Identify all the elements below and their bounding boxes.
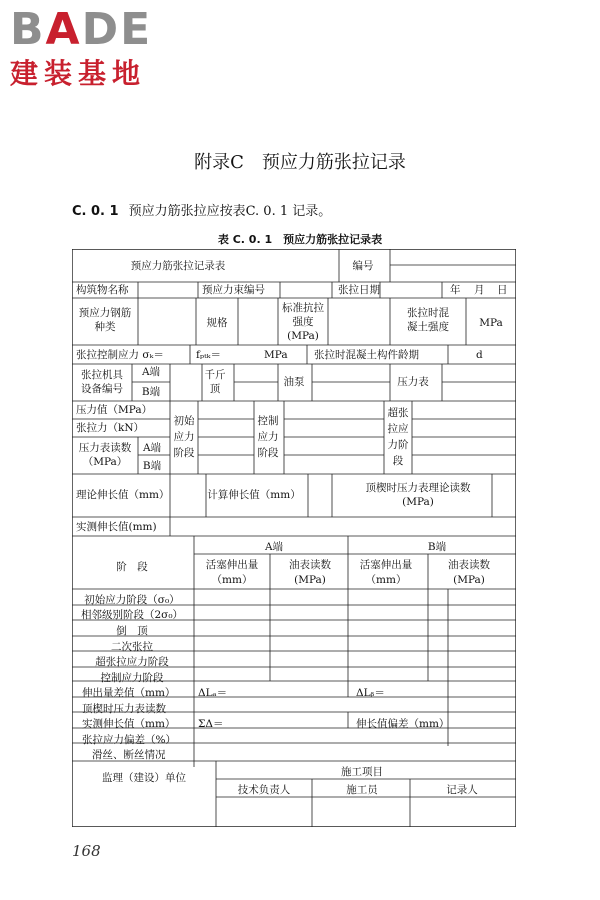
logo-wordmark: BADE — [10, 4, 153, 55]
jack-1: 千斤 — [204, 369, 226, 381]
stage-row-2: 相邻级别阶段（2σ₀） — [80, 609, 184, 621]
delta-lb: ΔLᵦ＝ — [356, 687, 385, 699]
theory-elong-label: 理论伸长值（mm） — [76, 489, 170, 501]
stage-header: 阶 段 — [116, 561, 148, 573]
date-year: 年 — [450, 284, 461, 296]
std-strength-1: 标准抗拉 — [282, 302, 324, 314]
b-piston-2: （mm） — [365, 574, 407, 586]
over-stage-1: 超张 — [387, 407, 409, 419]
project-label: 施工项目 — [341, 766, 383, 778]
calc-elong-label: 计算伸长值（mm） — [207, 489, 301, 501]
brand-logo — [10, 6, 180, 90]
fptk-label: fₚₜₖ＝ — [196, 349, 222, 361]
over-stage-2: 拉应 — [387, 423, 409, 435]
tendon-type-2: 种类 — [94, 321, 116, 333]
measured-elong2-label: 实测伸长值（mm） — [82, 718, 176, 730]
tech-lead-label: 技术负责人 — [237, 784, 291, 796]
date-month: 月 — [474, 284, 485, 296]
a-oil-1: 油表读数 — [289, 559, 331, 571]
stage-row-3: 倒 顶 — [116, 625, 148, 637]
delta-la: ΔLₐ＝ — [198, 687, 228, 699]
b-oil-1: 油表读数 — [448, 559, 490, 571]
pressure-value-label: 压力值（MPa） — [76, 404, 153, 416]
sum-delta: ΣΔ＝ — [198, 718, 224, 730]
mpa-unit: MPa — [479, 317, 503, 329]
concrete-age-label: 张拉时混凝土构件龄期 — [314, 349, 419, 361]
wedge-reading-2: (MPa) — [402, 496, 434, 508]
initial-stage-1: 初始 — [173, 415, 195, 427]
initial-stage-2: 应力 — [173, 431, 195, 443]
measured-elong-label: 实测伸长值(mm) — [76, 521, 157, 533]
oil-pump-label: 油泵 — [283, 376, 305, 388]
gauge-label: 压力表 — [397, 376, 429, 388]
tension-record-table — [72, 249, 516, 827]
clause-text: 预应力筋张拉应按表C. 0. 1 记录。 — [128, 204, 332, 219]
days-unit: d — [476, 349, 483, 361]
over-stage-3: 力阶 — [387, 439, 409, 451]
mpa-unit-2: MPa — [264, 349, 288, 361]
elong-dev-label: 伸长值偏差（mm） — [356, 718, 450, 730]
table-caption: 表 C. 0. 1 预应力筋张拉记录表 — [217, 233, 383, 246]
broken-wire-label: 滑丝、断丝情况 — [92, 749, 166, 761]
supervision-label: 监理（建设）单位 — [102, 772, 186, 784]
date-day: 日 — [497, 284, 508, 296]
equip-end-b: B端 — [141, 386, 161, 398]
tension-date-label: 张拉日期 — [338, 284, 380, 296]
structure-name-label: 构筑物名称 — [76, 284, 129, 296]
equip-end-a: A端 — [141, 366, 161, 378]
control-stage-1: 控制 — [257, 415, 279, 427]
a-piston-1: 活塞伸出量 — [205, 559, 259, 571]
concrete-strength-2: 凝土强度 — [407, 321, 449, 333]
stage-row-5: 超张拉应力阶段 — [95, 656, 169, 668]
stress-dev-label: 张拉应力偏差（%） — [82, 734, 176, 746]
initial-stage-3: 阶段 — [173, 447, 195, 459]
page-number: 168 — [72, 842, 101, 860]
wedge-reading-1: 顶楔时压力表理论读数 — [365, 482, 471, 494]
tension-force-label: 张拉力（kN） — [76, 422, 145, 434]
a-piston-2: （mm） — [211, 574, 253, 586]
b-end-header: B端 — [427, 541, 447, 553]
a-end-header: A端 — [264, 541, 284, 553]
concrete-strength-1: 张拉时混 — [407, 307, 449, 319]
clause-number: C. 0. 1 — [72, 204, 119, 219]
b-oil-2: (MPa) — [453, 574, 485, 586]
stage-row-4: 二次张拉 — [111, 641, 153, 653]
clause — [72, 200, 331, 219]
control-stage-3: 阶段 — [257, 447, 279, 459]
spec-label: 规格 — [206, 317, 228, 329]
stage-row-1: 初始应力阶段（σ₀） — [84, 594, 180, 606]
equipment-1: 张拉机具 — [81, 369, 123, 381]
jack-2: 顶 — [209, 383, 221, 395]
over-stage-4: 段 — [392, 455, 404, 467]
tendon-type-1: 预应力钢筋 — [78, 307, 132, 319]
constructor-label: 施工员 — [346, 784, 378, 796]
control-stage-2: 应力 — [257, 431, 279, 443]
wedge-gauge-label: 顶楔时压力表读数 — [82, 703, 166, 715]
control-stress-label: 张拉控制应力 σₖ＝ — [76, 349, 164, 361]
gauge-reading-2: （MPa） — [82, 456, 128, 468]
form-name: 预应力筋张拉记录表 — [130, 260, 226, 272]
logo-chinese: 建装基地 — [10, 57, 147, 90]
recorder-label: 记录人 — [446, 784, 478, 796]
gauge-end-a: A端 — [142, 442, 162, 454]
std-strength-2: 强度 — [292, 316, 314, 328]
appendix-title: 附录C 预应力筋张拉记录 — [194, 152, 406, 173]
gauge-end-b: B端 — [142, 460, 162, 472]
number-label: 编号 — [352, 260, 374, 272]
elong-diff-label: 伸出量差值（mm） — [82, 687, 176, 699]
std-strength-3: (MPa) — [287, 330, 319, 342]
equipment-2: 设备编号 — [81, 383, 123, 395]
b-piston-1: 活塞伸出量 — [359, 559, 413, 571]
tendon-no-label: 预应力束编号 — [202, 284, 265, 296]
a-oil-2: (MPa) — [294, 574, 326, 586]
stage-row-6: 控制应力阶段 — [100, 672, 164, 684]
gauge-reading-1: 压力表读数 — [78, 442, 132, 454]
